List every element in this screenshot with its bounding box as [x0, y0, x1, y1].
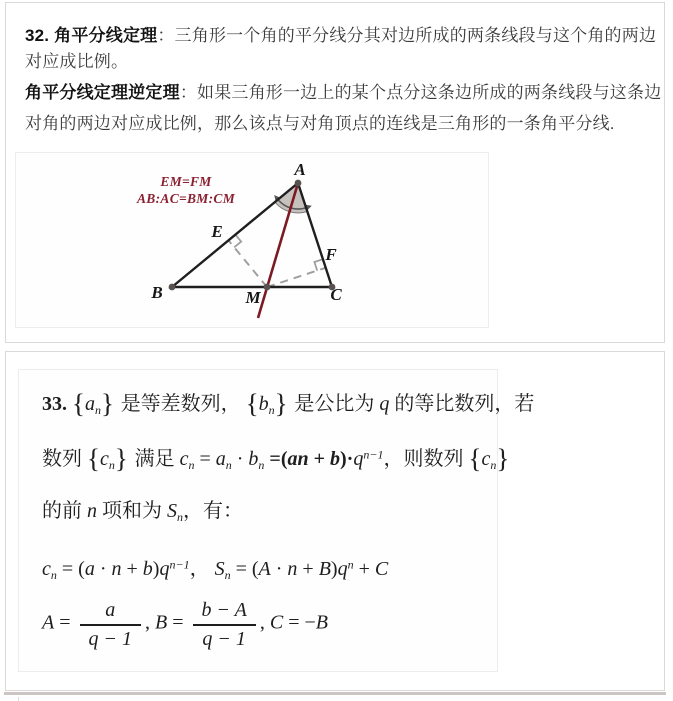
formula-line-1: 33. $\{a_n\}$ 是等差数列， $\{b_n\}$ 是公比为 q 的等比数列，若	[42, 388, 535, 419]
point-label-e: E	[211, 222, 223, 241]
vertex-label-b: B	[151, 283, 163, 302]
section-divider	[4, 692, 666, 695]
figure-equation-1: EM=FM	[160, 174, 212, 189]
angle-bisector-figure	[16, 153, 488, 327]
angle-bisector-figure-frame	[15, 152, 489, 328]
figure-equation-2: AB:AC=BM:CM	[136, 191, 236, 206]
point-label-f: F	[325, 245, 337, 264]
vertex-label-c: C	[330, 285, 342, 304]
theorem-line-1	[25, 25, 656, 46]
formula-line-5: A = $\frac{a}{q - 1}$ , B = $\frac{b - A}{q - 1}$ , C = −B	[42, 599, 328, 650]
next-section-edge	[18, 697, 19, 701]
point-label-m: M	[245, 288, 261, 307]
vertex-dot-b	[169, 284, 176, 291]
theorem-line-3: 角平分线定理逆定理：如果三角形一边上的某个点分这条边所成的两条线段与这条边	[25, 83, 662, 102]
right-angle-mark-e	[234, 235, 241, 248]
section-33-panel	[5, 351, 665, 691]
section-32-panel	[5, 2, 665, 343]
converse-theorem-title: 角平分线定理逆定理	[25, 83, 180, 102]
point-dot-m	[264, 284, 271, 291]
theorem-title: 32. 角平分线定理	[25, 26, 158, 45]
sequence-formulas-frame	[18, 369, 535, 672]
formula-line-4: $c_n = (a \cdot n + b)q^{n-1}$， $S_n = (A \cdot n + B)q^n + C$	[42, 557, 389, 583]
theorem-body: ：三角形一个角的平分线分其对边所成的两条线段与这个角的两边	[157, 26, 657, 45]
theorem-line-2: 对应成比例。	[25, 52, 129, 71]
formula-line-3: 的前 n 项和为 $S_n$，有：	[42, 500, 243, 525]
vertex-label-a: A	[294, 160, 306, 179]
vertex-dot-a	[295, 180, 302, 187]
theorem-line-4: 对角的两边对应成比例，那么该点与对角顶点的连线是三角形的一条角平分线.	[25, 114, 615, 133]
formula-line-2: 数列 $\{c_n\}$ 满足 $c_n = a_n \cdot b_n =(an + b)\cdot q^{n-1}$，则数列 $\{c_n\}$	[42, 443, 510, 474]
